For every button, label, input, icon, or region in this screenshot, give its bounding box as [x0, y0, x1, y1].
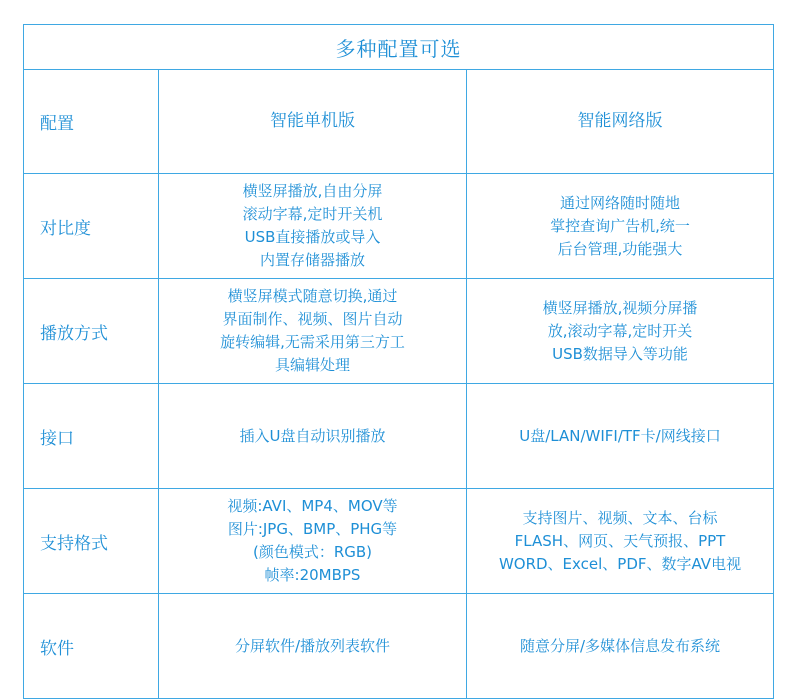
row-label-supported-formats: 支持格式 [24, 489, 159, 594]
cell-line: 通过网络随时随地 [560, 193, 681, 212]
cell-line: 放,滚动字幕,定时开关 [547, 321, 693, 340]
row-label-interface: 接口 [24, 384, 159, 489]
cell-line: 随意分屏/多媒体信息发布系统 [519, 636, 721, 655]
cell-line: 内置存储器播放 [259, 251, 365, 269]
cell-line: USB数据导入等功能 [552, 344, 688, 363]
row-label-contrast: 对比度 [24, 174, 159, 279]
standalone-contrast-cell [159, 174, 467, 279]
cell-line: FLASH、网页、天气预报、PPT [514, 531, 726, 550]
cell-line: 横竖屏播放,自由分屏 [242, 182, 383, 200]
table-row [24, 174, 774, 279]
standalone-playback-cell [159, 279, 467, 384]
table-row [24, 384, 774, 489]
config-comparison-table [23, 24, 774, 699]
cell-line: 旋转编辑,无需采用第三方工 [220, 333, 405, 351]
network-contrast-cell [467, 174, 774, 279]
cell-line: 分屏软件/播放列表软件 [234, 636, 391, 655]
standalone-formats-cell [159, 489, 467, 594]
cell-line: 界面制作、视频、图片自动 [222, 310, 403, 328]
cell-line: (颜色模式：RGB) [252, 543, 373, 561]
cell-line: 具编辑处理 [274, 356, 350, 374]
table-row [24, 279, 774, 384]
title-row [24, 25, 774, 70]
cell-line: 视频:AVI、MP4、MOV等 [227, 497, 398, 515]
cell-line: 滚动字幕,定时开关机 [242, 205, 383, 223]
config-table-container [23, 24, 773, 699]
table-title: 多种配置可选 [24, 25, 774, 70]
network-playback-cell [467, 279, 774, 384]
header-row [24, 70, 774, 174]
network-software-cell [467, 594, 774, 699]
standalone-interface-cell [159, 384, 467, 489]
network-interface-cell [467, 384, 774, 489]
cell-line: 掌控查询广告机,统一 [550, 216, 690, 235]
cell-line: 后台管理,功能强大 [557, 239, 683, 258]
row-label-software: 软件 [24, 594, 159, 699]
table-row [24, 594, 774, 699]
cell-line: USB直接播放或导入 [244, 228, 381, 246]
header-network-version: 智能网络版 [467, 70, 774, 174]
table-row [24, 489, 774, 594]
cell-line: U盘/LAN/WIFI/TF卡/网线接口 [519, 426, 721, 445]
cell-line: 横竖屏播放,视频分屏播 [542, 298, 698, 317]
header-label: 配置 [24, 70, 159, 174]
network-formats-cell [467, 489, 774, 594]
cell-line: WORD、Excel、PDF、数字AV电视 [498, 554, 742, 573]
cell-line: 插入U盘自动识别播放 [239, 426, 386, 445]
standalone-software-cell [159, 594, 467, 699]
cell-line: 帧率:20MBPS [264, 566, 361, 584]
header-standalone-version: 智能单机版 [159, 70, 467, 174]
row-label-playback-mode: 播放方式 [24, 279, 159, 384]
cell-line: 横竖屏模式随意切换,通过 [227, 287, 398, 305]
cell-line: 支持图片、视频、文本、台标 [522, 508, 718, 527]
cell-line: 图片:JPG、BMP、PHG等 [227, 520, 398, 538]
